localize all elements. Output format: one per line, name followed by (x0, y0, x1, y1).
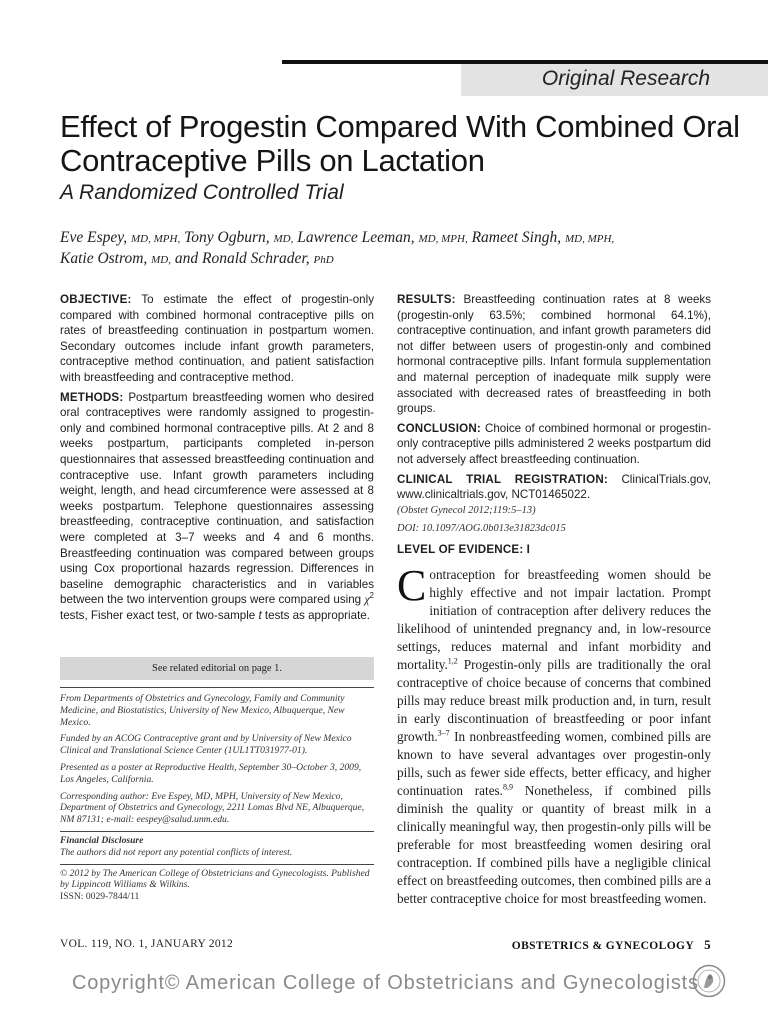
objective-text: To estimate the effect of progestin-only compared with combined hormonal contraceptive pills on rates of breastfeeding continuation in postpartum women. Secondary outcomes include infant growth parameters, contraceptive method continuation, and patient satisfaction with breastfeeding and contraceptive method. (60, 293, 375, 384)
registration-text: ClinicalTrials.gov, www.clinicaltrials.gov, NCT01465022. (397, 472, 711, 502)
author-degrees: MD, MPH, (418, 233, 468, 245)
abstract-registration (397, 472, 711, 503)
author-degrees: MD, (273, 233, 294, 245)
reference-marker: 1,2 (447, 656, 458, 666)
footnote-funding: Funded by an ACOG Contraceptive grant and by University of New Mexico Clinical and Translational Science Center (1UL1TT031977-01). (60, 733, 352, 757)
abstract-left-column (60, 292, 374, 627)
related-editorial-note: See related editorial on page 1. (60, 657, 374, 680)
author-name: Eve Espey, (60, 229, 128, 246)
disclosure-text: The authors did not report any potential conflicts of interest. (60, 846, 293, 858)
drop-cap: C (397, 561, 427, 610)
author-list (60, 228, 720, 270)
evidence-value: I (526, 542, 531, 556)
results-text: Breastfeeding continuation rates at 8 weeks (progestin-only 63.5%; combined hormonal 64.1%), contraceptive continuation, and infant growth parameters did not differ between users of progestin-only and combined hormonal contraceptive pills. Infant formula supplementation and maternal perception of inadequate milk supply were associated with decreased rates of breastfeeding in both groups. (397, 293, 711, 416)
acog-seal-icon (692, 964, 726, 998)
registration-label: CLINICAL TRIAL REGISTRATION: (397, 472, 608, 486)
results-label: RESULTS: (397, 293, 456, 306)
author-name: Tony Ogburn, (184, 229, 270, 246)
footnote-presented: Presented as a poster at Reproductive Health, September 30–October 3, 2009, Los Angeles, California. (60, 761, 362, 785)
body-paragraph (397, 561, 711, 908)
article-subtitle: A Randomized Controlled Trial (60, 181, 344, 204)
copyright-banner: Copyright© American College of Obstetricians and Gynecologists (72, 972, 699, 994)
abstract-right-column (397, 292, 711, 561)
abstract-results (397, 292, 711, 417)
citation: (Obstet Gynecol 2012;119:5–13) (397, 504, 536, 516)
methods-text: tests, Fisher exact test, or two-sample (60, 608, 259, 622)
issn: ISSN: 0029-7844/11 (60, 891, 140, 903)
abstract-objective (60, 292, 374, 386)
footer-journal: OBSTETRICS & GYNECOLOGY (511, 940, 695, 952)
disclosure-heading: Financial Disclosure (60, 834, 144, 846)
chi-superscript: 2 (369, 591, 374, 601)
section-label: Original Research (541, 67, 710, 90)
methods-text: tests as appropriate. (261, 608, 370, 622)
footer-journal-page (512, 937, 711, 953)
section-band (461, 64, 768, 96)
author-name: and Ronald Schrader, (174, 250, 310, 267)
t-symbol: t (258, 608, 262, 622)
article-title: Effect of Progestin Compared With Combined Oral Contraceptive Pills on Lactation (60, 109, 740, 178)
footnotes (60, 687, 374, 903)
author-degrees: MD, (151, 254, 171, 266)
body-text: In nonbreastfeeding women, combined pills are known to have several advantages over progestin-only pills, such as fewer side effects, better efficacy, and higher continuation rates. (397, 729, 711, 798)
body-text: Nonetheless, if combined pills diminish the quality or quantity of breast milk in a clinically meaningful way, then progestin-only pills will be preferable for most breastfeeding women desiring oral contraception. If combined pills have a negligible clinical effect on breastfeeding outcomes, then combined pills are a better contraceptive choice for most breastfeeding women. (397, 783, 711, 906)
copyright-notice: © 2012 by The American College of Obstetricians and Gynecologists. Published by Lippincott Williams & Wilkins. (60, 867, 370, 891)
author-degrees: MD, MPH, (131, 233, 181, 245)
footer-volume: VOL. 119, NO. 1, JANUARY 2012 (60, 938, 234, 950)
author-degrees: PhD (313, 254, 334, 266)
abstract-methods (60, 390, 374, 624)
abstract-conclusion (397, 421, 711, 468)
copyright-block (60, 864, 374, 903)
page-number: 5 (704, 937, 711, 952)
reference-marker: 8,9 (502, 782, 513, 792)
doi: DOI: 10.1097/AOG.0b013e31823dc015 (397, 522, 566, 534)
author-name: Lawrence Leeman, (297, 229, 415, 246)
conclusion-text: Choice of combined hormonal or progestin-only contraceptive pills administered 2 weeks postpartum did not adversely affect breastfeeding continuation. (397, 421, 711, 466)
financial-disclosure (60, 831, 374, 859)
author-name: Rameet Singh, (471, 229, 562, 246)
reference-marker: 3–7 (437, 728, 450, 738)
abstract-evidence (397, 542, 711, 558)
conclusion-label: CONCLUSION: (397, 421, 481, 435)
footnote-corresponding: Corresponding author: Eve Espey, MD, MPH, University of New Mexico, Department of Obstetrics and Gynecology, 2211 Lomas Blvd NE, Albuquerque, NM 87131; e-mail: eespey@salud.unm.edu. (60, 790, 365, 826)
author-degrees: MD, MPH, (565, 233, 615, 245)
methods-text: Postpartum breastfeeding women who desired oral contraceptives were randomly assigned to progestin-only and combined hormonal contraceptive pills. At 2 and 8 weeks postpartum, participants completed in-person questionnaires that assessed breastfeeding continuation and contraceptive use. Infant growth parameters including weight, length, and head circumference were assessed at 8 weeks postpartum. Telephone questionnaires assessing breastfeeding, contraceptive continuation, and satisfaction were completed at 3–7 weeks and 4 and 6 months. Breastfeeding continuation was compared between groups using Cox proportional hazards regression. Differences in baseline demographic characteristics and in variables between the two intervention groups were compared using (60, 390, 374, 607)
methods-label: METHODS: (60, 390, 124, 404)
footnote-departments: From Departments of Obstetrics and Gynecology, Family and Community Medicine, and Biostatistics, University of New Mexico, Albuquerque, New Mexico. (60, 693, 345, 728)
author-name: Katie Ostrom, (60, 250, 148, 267)
body-text: ontraception for breastfeeding women should be highly effective and not impair lactation. Prompt initiation of contraception after delivery reduces the likelihood of unintended pregnancy and, in low-resource settings, reduces maternal and infant morbidity and mortality. (397, 567, 711, 672)
chi-symbol: χ (364, 593, 370, 607)
body-text: Progestin-only pills are traditionally the oral contraceptive of choice because of concerns that combined pills may reduce breast milk production and, in turn, result in early discontinuation of breastfeeding or poor infant growth. (397, 657, 711, 744)
objective-label: OBJECTIVE: (60, 293, 132, 306)
evidence-label: LEVEL OF EVIDENCE: (397, 542, 524, 556)
